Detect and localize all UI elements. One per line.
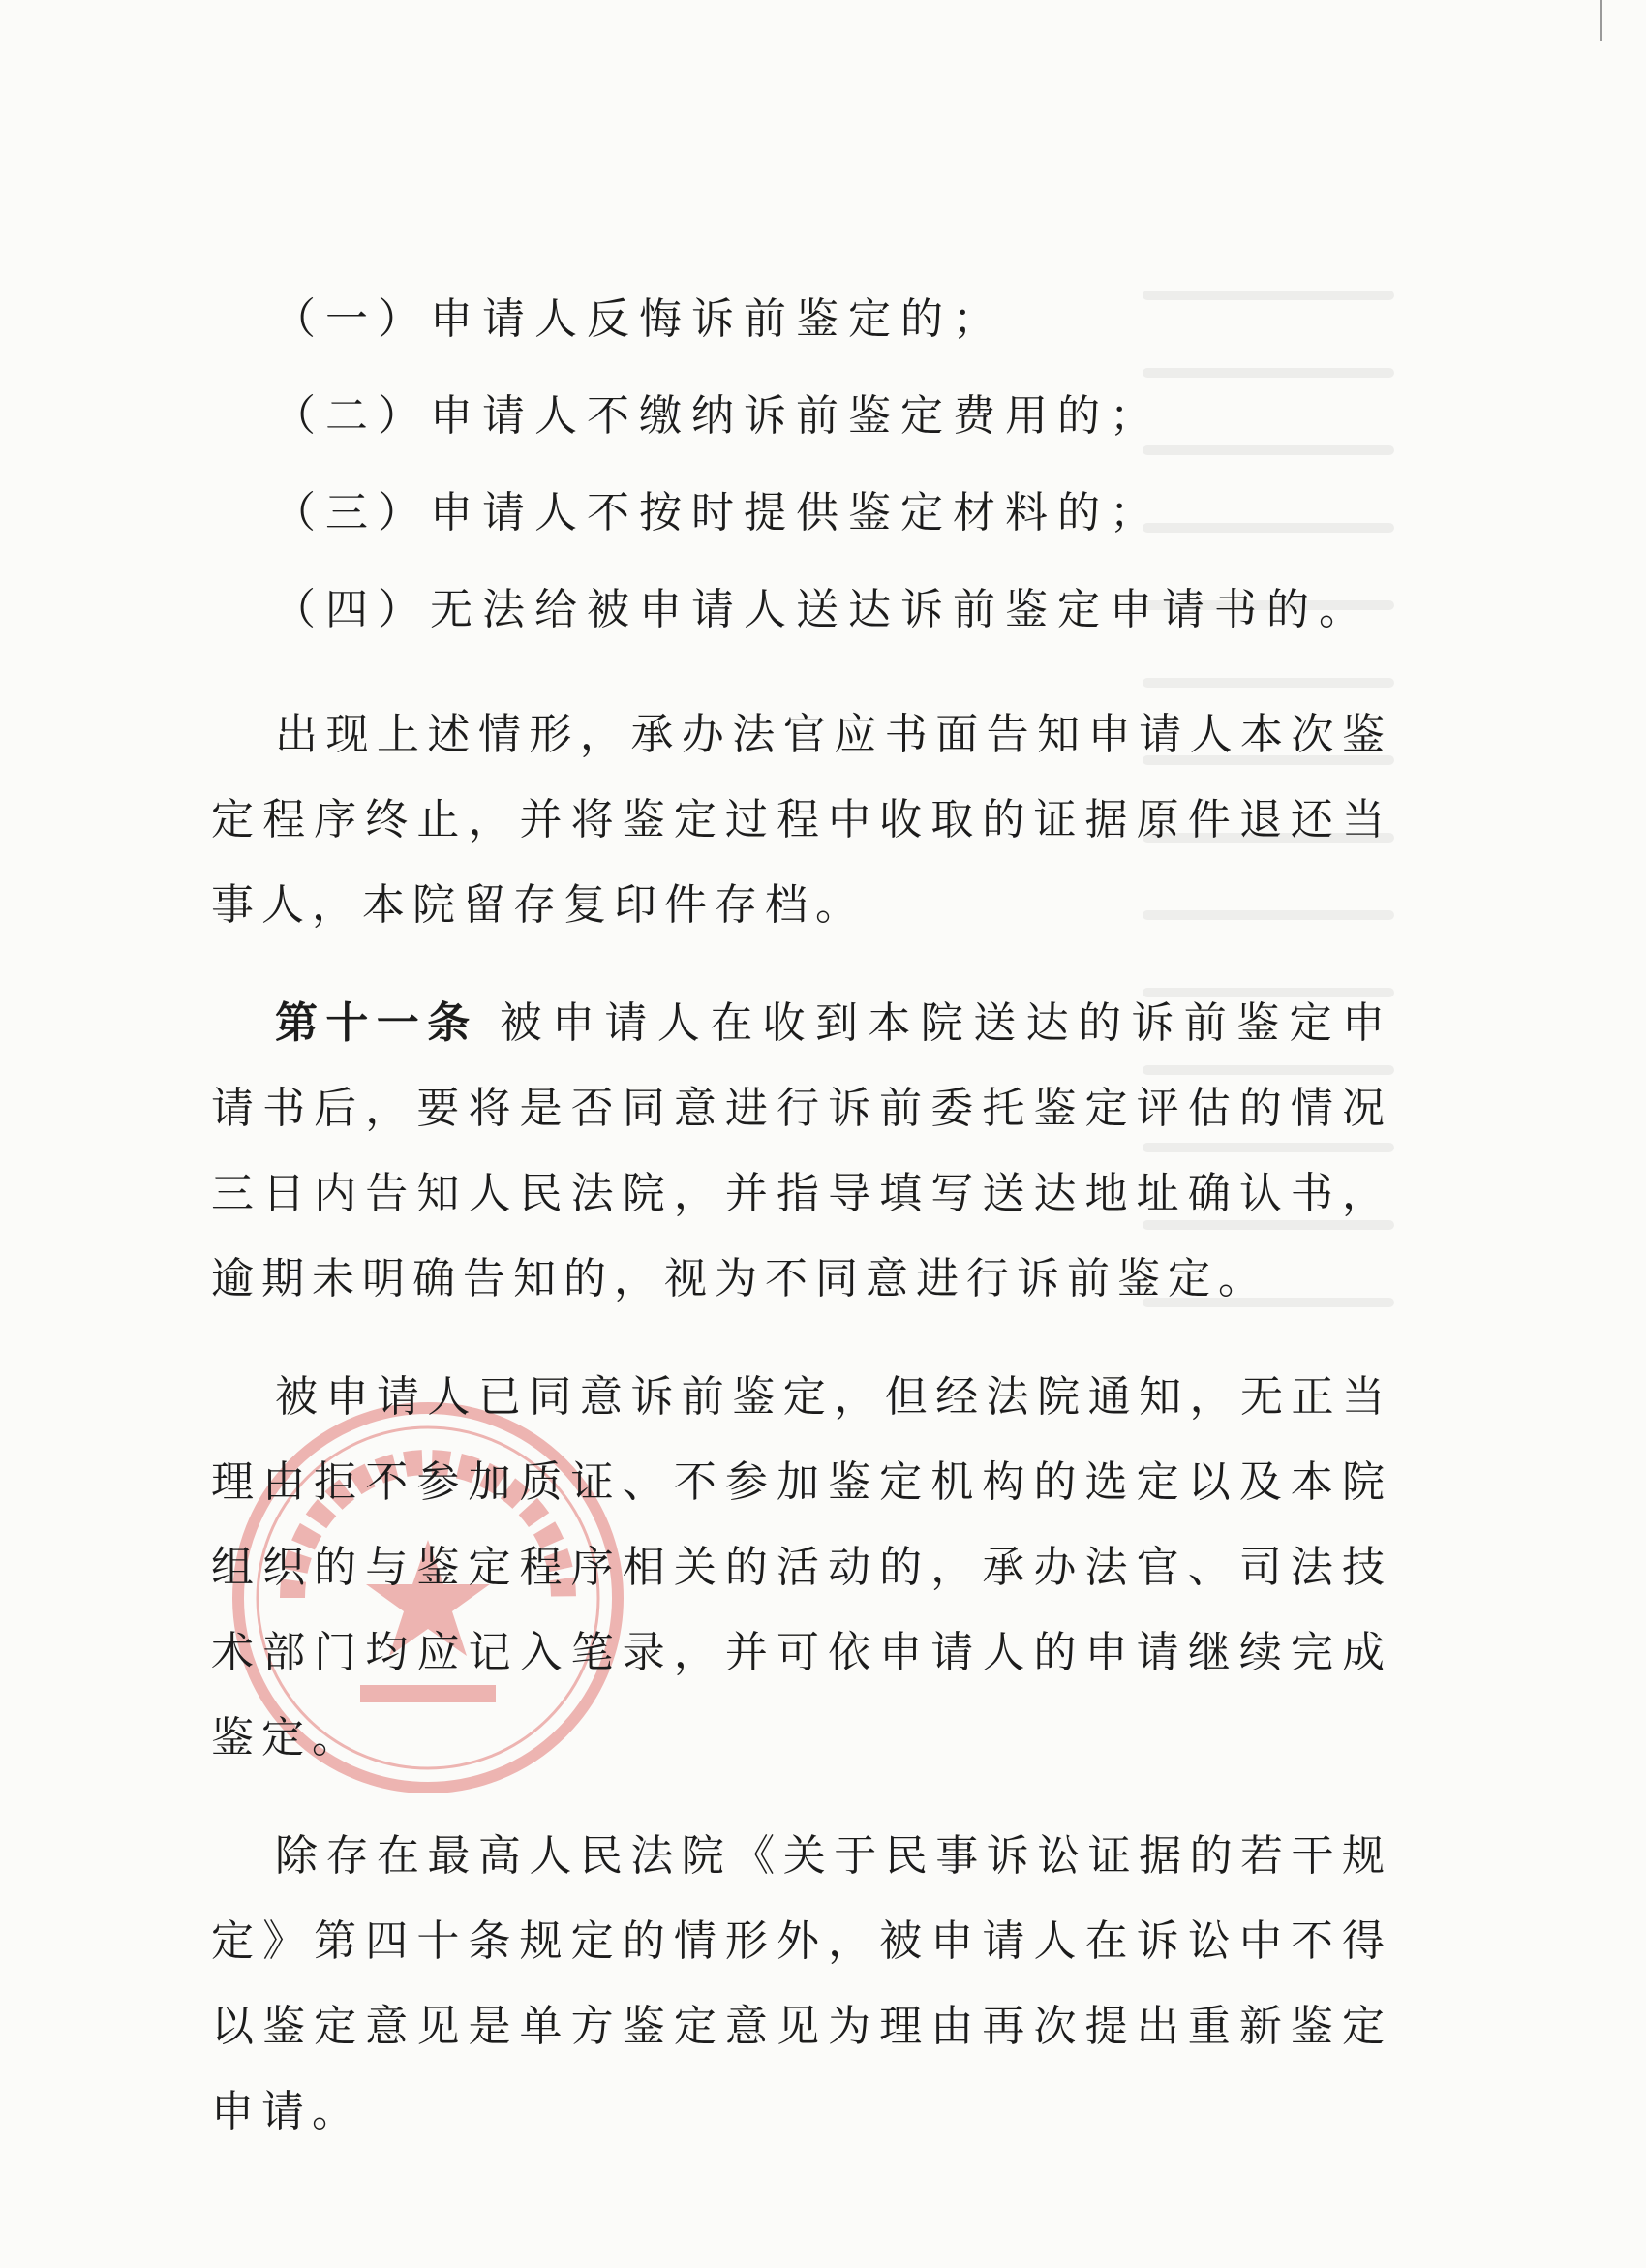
re-appraisal-paragraph: 除存在最高人民法院《关于民事诉讼证据的若干规定》第四十条规定的情形外，被申请人在诉讼中不得以鉴定意见是单方鉴定意见为理由再次提出重新鉴定申请。 <box>211 1831 1392 2136</box>
scan-edge-line <box>1600 0 1602 41</box>
document-body <box>211 291 1392 2188</box>
list-item: （四）无法给被申请人送达诉前鉴定申请书的。 <box>273 585 1371 634</box>
list-item: （二）申请人不缴纳诉前鉴定费用的； <box>273 391 1162 441</box>
termination-paragraph: 出现上述情形，承办法官应书面告知申请人本次鉴定程序终止，并将鉴定过程中收取的证据原件退还当事人，本院留存复印件存档。 <box>211 710 1392 930</box>
article-11-heading: 第十一条 <box>275 998 478 1048</box>
article-11-paragraph <box>211 981 1392 1322</box>
list-item: （一）申请人反悔诉前鉴定的； <box>273 294 1005 344</box>
article-11-text: 被申请人在收到本院送达的诉前鉴定申请书后，要将是否同意进行诉前委托鉴定评估的情况三日内告知人民法院，并指导填写送达地址确认书，逾期未明确告知的，视为不同意进行诉前鉴定。 <box>211 998 1393 1303</box>
respondent-consent-paragraph: 被申请人已同意诉前鉴定，但经法院通知，无正当理由拒不参加质证、不参加鉴定机构的选定以及本院组织的与鉴定程序相关的活动的，承办法官、司法技术部门均应记入笔录，并可依申请人的申请继续完成鉴定。 <box>211 1372 1392 1762</box>
list-item: （三）申请人不按时提供鉴定材料的； <box>273 488 1162 537</box>
